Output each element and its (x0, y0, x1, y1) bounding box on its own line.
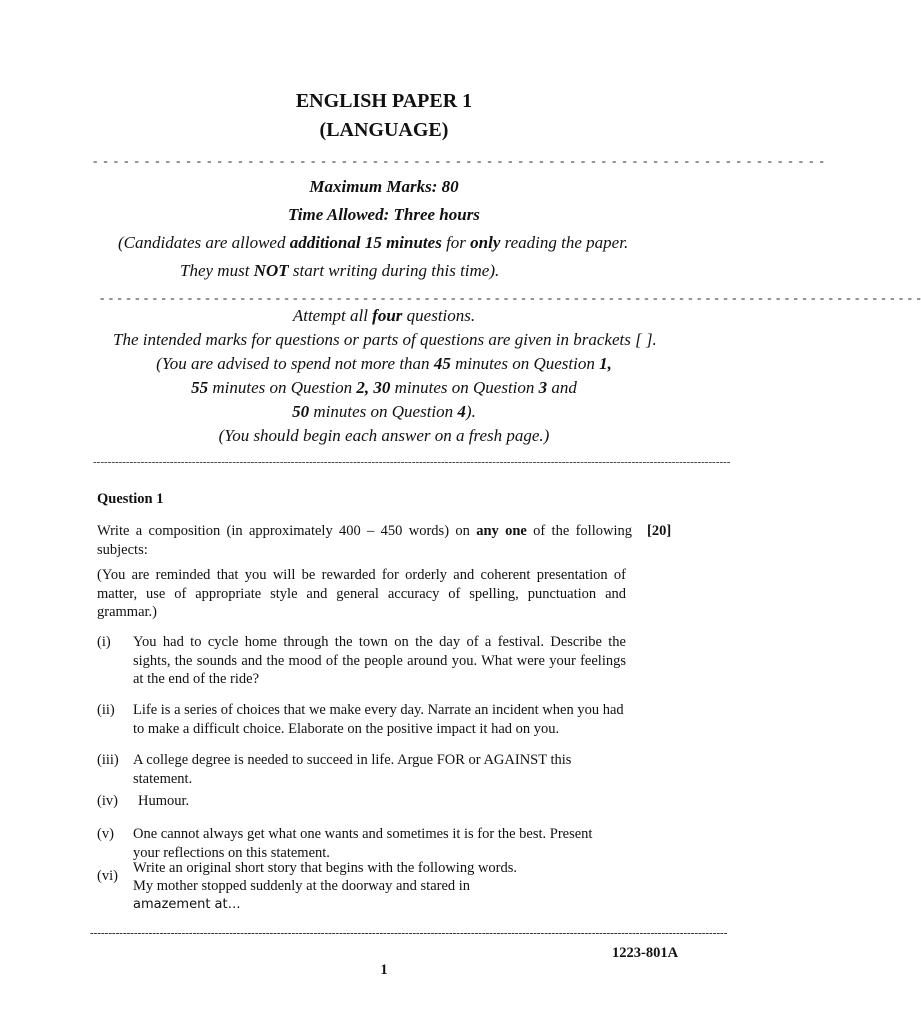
separator: - - - - - - - - - - - - - - - - - - - - - - - - - - - - - - - - - - - - - - - - - - - - - - - - - - - - - - - - - - - - - - - - - - - - - - - - - - - - - - - - - - - - - - - - - - - - - - (100, 290, 921, 305)
reading-time-note-line2: They must NOT start writing during this time). (180, 261, 500, 280)
item-number: (iii) (97, 752, 119, 768)
paper-code: 1223-801A (612, 945, 679, 961)
item-number: (ii) (97, 702, 115, 718)
item-number: (vi) (97, 868, 118, 884)
item-number: (iv) (97, 793, 118, 809)
time-allowed: Time Allowed: Three hours (288, 205, 480, 224)
list-item (97, 825, 626, 863)
item-text: A college degree is needed to succeed in life. Argue FOR or AGAINST this statement. (133, 752, 572, 787)
instruction-marks: The intended marks for questions or parts of questions are given in brackets [ ]. (113, 330, 657, 349)
page-number: 1 (380, 962, 388, 978)
list-item (97, 633, 626, 689)
instruction-time-line3: 50 minutes on Question 4). (292, 402, 476, 421)
story-opening-continuation: amazement at… (133, 897, 241, 912)
story-opening-line: My mother stopped suddenly at the doorway and stared in (133, 878, 471, 894)
list-item (97, 701, 626, 739)
maximum-marks: Maximum Marks: 80 (309, 177, 459, 196)
instruction-fresh-page: (You should begin each answer on a fresh page.) (218, 426, 550, 445)
item-text: Humour. (138, 793, 190, 809)
paper-title: ENGLISH PAPER 1 (295, 90, 473, 112)
question-heading: Question 1 (97, 491, 164, 507)
item-text: Write an original short story that begins with the following words. (133, 860, 518, 876)
instruction-time-line1: (You are advised to spend not more than 45 minutes on Question 1, (156, 354, 612, 373)
separator: ------------------------------------------------------------------------------------------------------------------------------------------------------------------------------ (90, 927, 728, 939)
question-reminder: (You are reminded that you will be rewarded for orderly and coherent presentation of matter, use of appropriate style and general accuracy of spelling, punctuation and grammar.) (97, 567, 626, 620)
item-text: You had to cycle home through the town on the day of a festival. Describe the sights, the sounds and the mood of the people around you. What were your feelings at the end of the ride? (133, 634, 626, 687)
reading-time-note-line1: (Candidates are allowed additional 15 minutes for only reading the paper. (118, 233, 629, 252)
list-item (97, 792, 626, 812)
item-text: Life is a series of choices that we make every day. Narrate an incident when you had to make a difficult choice. Elaborate on the positive impact it had on you. (133, 702, 624, 737)
instruction-time-line2: 55 minutes on Question 2, 30 minutes on Question 3 and (191, 378, 577, 397)
separator: ------------------------------------------------------------------------------------------------------------------------------------------------------------------------------ (93, 456, 731, 468)
list-item (97, 751, 626, 789)
item-number: (v) (97, 826, 114, 842)
item-number: (i) (97, 634, 111, 650)
question-prompt: Write a composition (in approximately 400 – 450 words) on any one of the following subjects: (97, 523, 632, 558)
separator: - - - - - - - - - - - - - - - - - - - - - - - - - - - - - - - - - - - - - - - - - - - - - - - - - - - - - - - - - - - - - - - - - - - - - - - (93, 153, 826, 168)
question-marks: [20] (647, 523, 672, 539)
paper-subtitle: (LANGUAGE) (319, 119, 449, 141)
instruction-attempt: Attempt all four questions. (292, 306, 476, 325)
item-text: One cannot always get what one wants and sometimes it is for the best. Present your reflections on this statement. (133, 826, 593, 861)
